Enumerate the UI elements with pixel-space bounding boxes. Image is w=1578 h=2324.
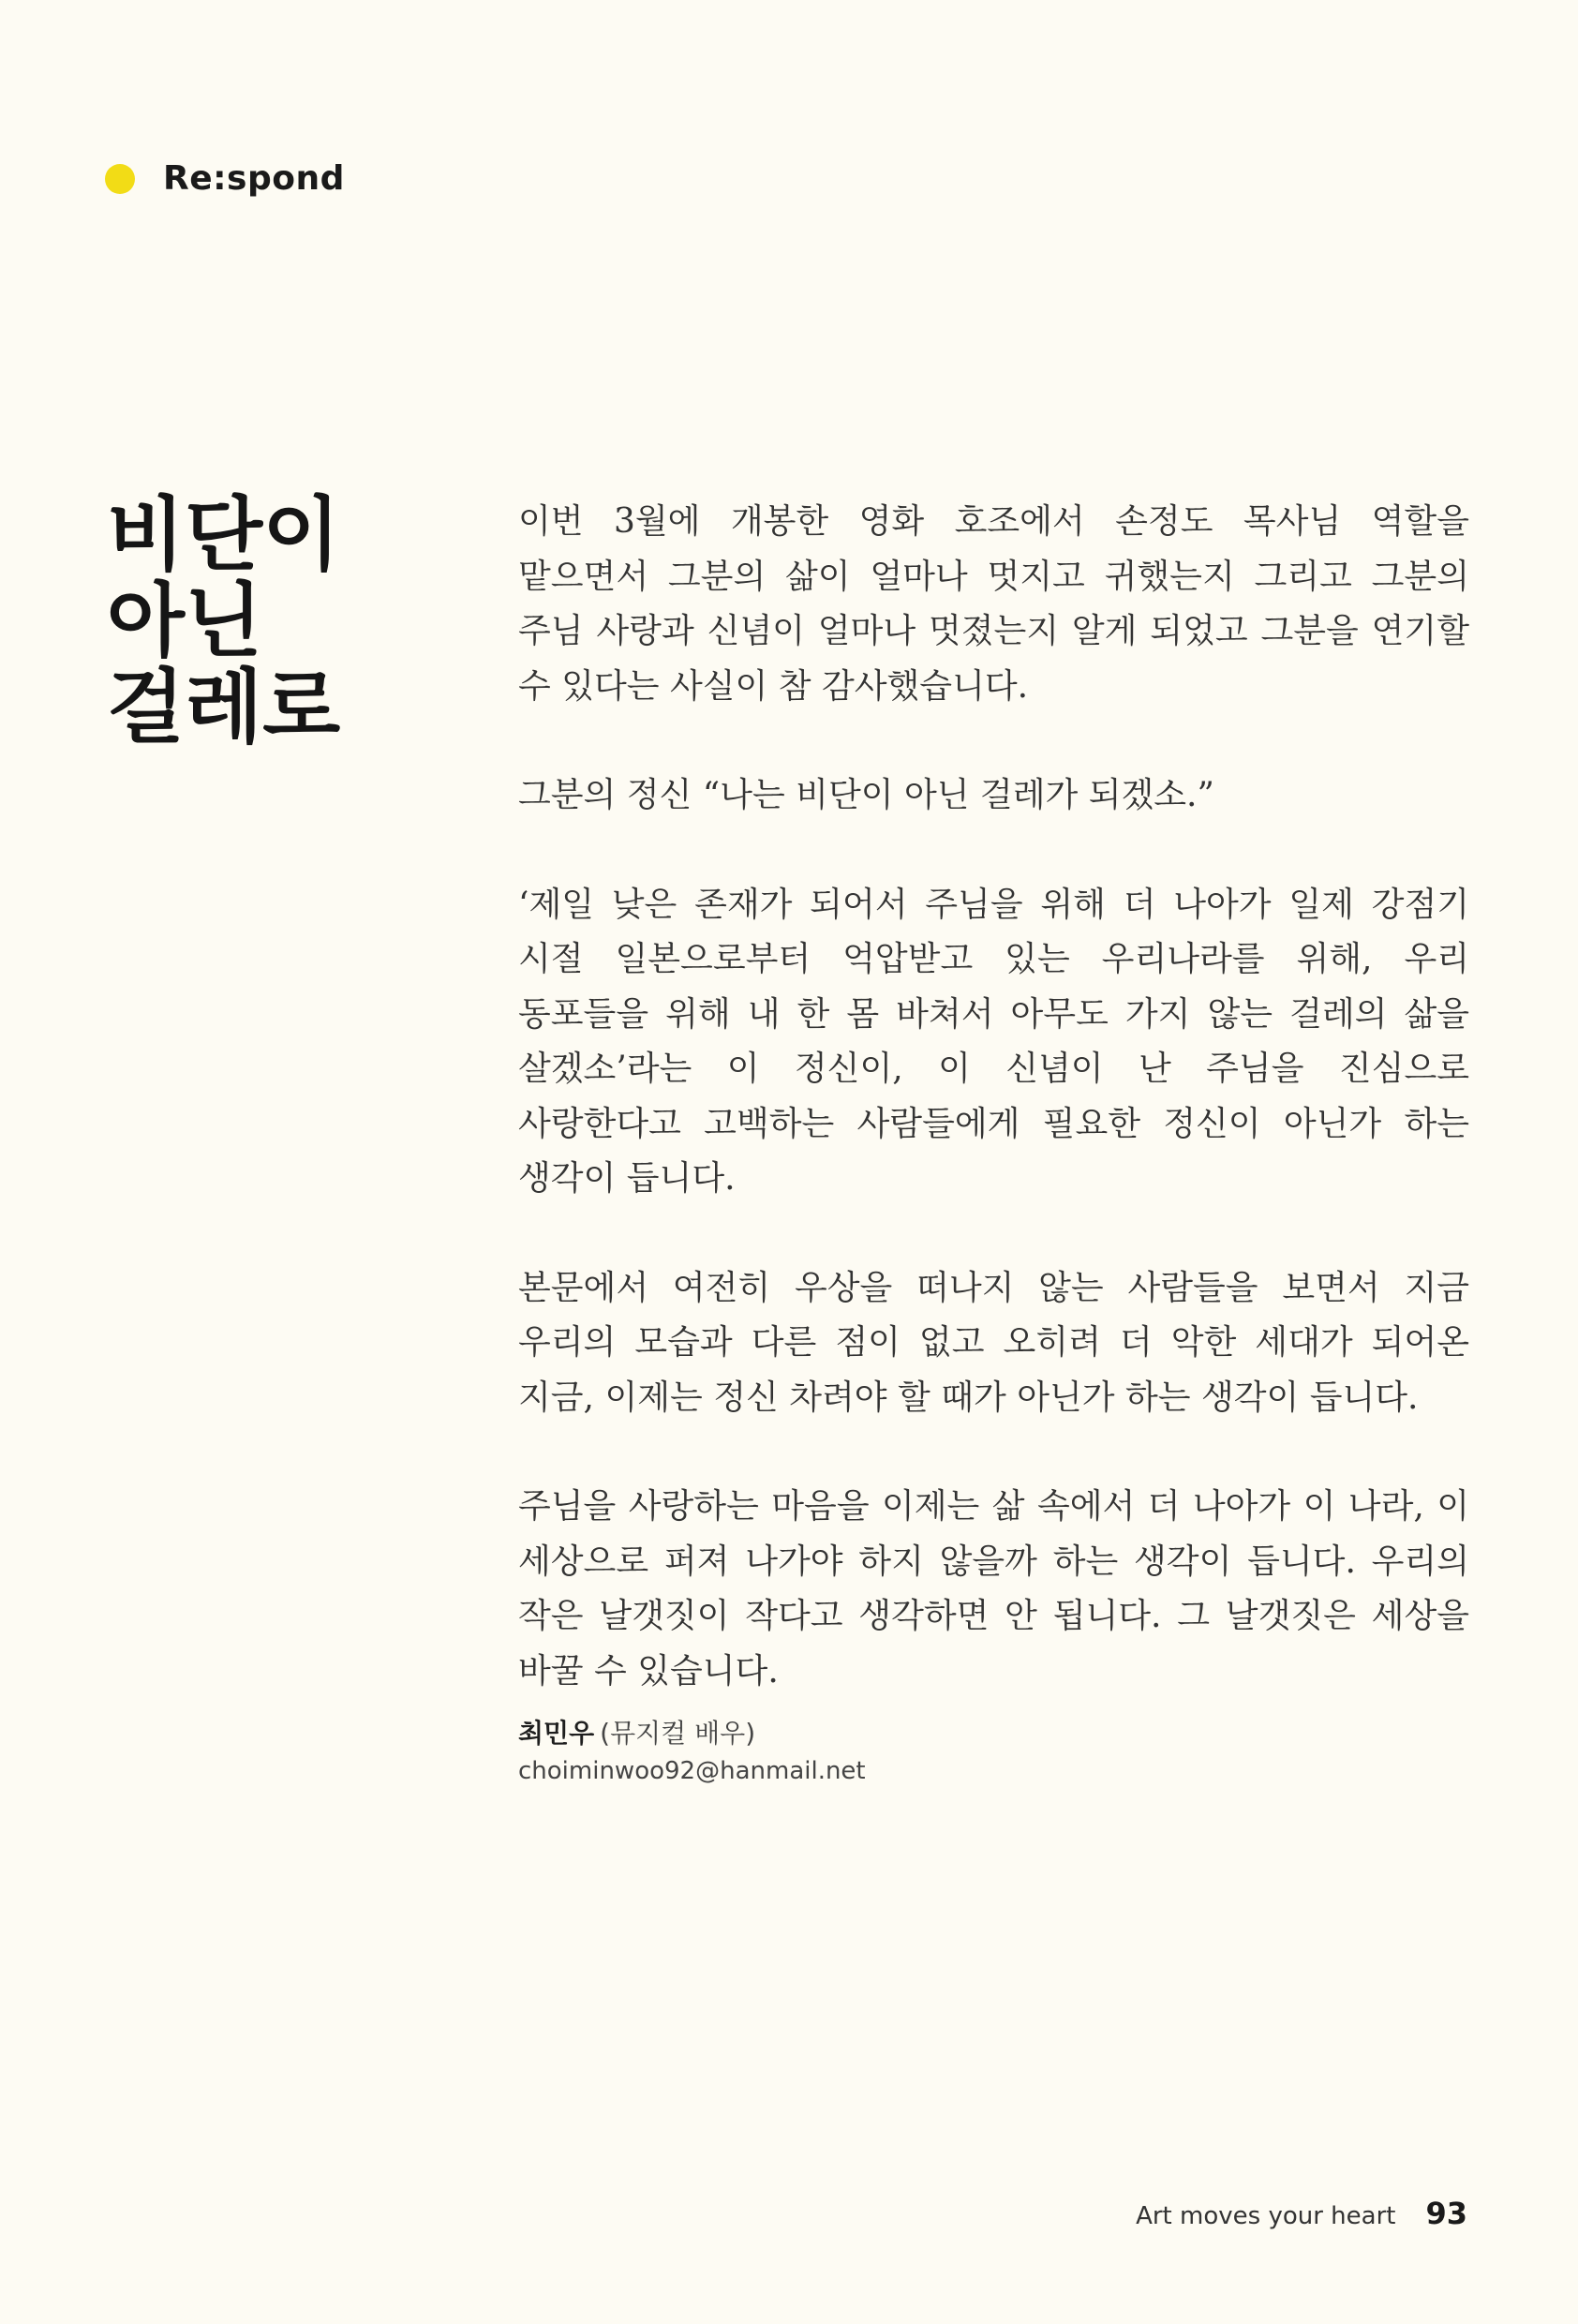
article-body xyxy=(518,495,1469,1753)
article-title xyxy=(107,487,388,754)
footer-caption: Art moves your heart xyxy=(1136,2202,1396,2230)
body-paragraph: 이번 3월에 개봉한 영화 호조에서 손정도 목사님 역할을 맡으면서 그분의 삶이 얼마나 멋지고 귀했는지 그리고 그분의 주님 사랑과 신념이 얼마나 멋졌는지 알게 되었고 그분을 연기할 수 있다는 사실이 참 감사했습니다. xyxy=(518,502,1469,706)
body-paragraph: 그분의 정신 “나는 비단이 아닌 걸레가 되겠소.” xyxy=(518,776,1214,814)
page-footer xyxy=(1136,2196,1467,2231)
title-line: 비단이 xyxy=(107,487,341,582)
body-paragraph: 주님을 사랑하는 마음을 이제는 삶 속에서 더 나아가 이 나라, 이 세상으로 퍼져 나가야 하지 않을까 하는 생각이 듭니다. 우리의 작은 날갯짓이 작다고 생각하면 안 됩니다. 그 날갯짓은 세상을 바꿀 수 있습니다. xyxy=(518,1487,1469,1691)
body-paragraph: ‘제일 낮은 존재가 되어서 주님을 위해 더 나아가 일제 강점기 시절 일본으로부터 억압받고 있는 우리나라를 위해, 우리 동포들을 위해 내 한 몸 바쳐서 아무도 가지 않는 걸레의 삶을 살겠소’라는 이 정신이, 이 신념이 난 주님을 진심으로 사랑한다고 고백하는 사람들에게 필요한 정신이 아닌가 하는 생각이 듭니다. xyxy=(518,885,1469,1198)
section-tag xyxy=(105,159,345,198)
section-label: Re:spond xyxy=(163,159,345,198)
page-number: 93 xyxy=(1425,2196,1467,2231)
author-line xyxy=(518,1715,866,1752)
author-name: 최민우 xyxy=(518,1718,595,1749)
title-line: 걸레로 xyxy=(107,660,341,754)
yellow-dot-icon xyxy=(105,164,135,194)
author-role: (뮤지컬 배우) xyxy=(600,1718,756,1749)
title-line: 아닌 xyxy=(107,574,263,668)
author-credit xyxy=(518,1715,866,1790)
author-email: choiminwoo92@hanmail.net xyxy=(518,1757,866,1785)
body-paragraph: 본문에서 여전히 우상을 떠나지 않는 사람들을 보면서 지금 우리의 모습과 다른 점이 없고 오히려 더 악한 세대가 되어온 지금, 이제는 정신 차려야 할 때가 아닌가 하는 생각이 듭니다. xyxy=(518,1268,1469,1417)
